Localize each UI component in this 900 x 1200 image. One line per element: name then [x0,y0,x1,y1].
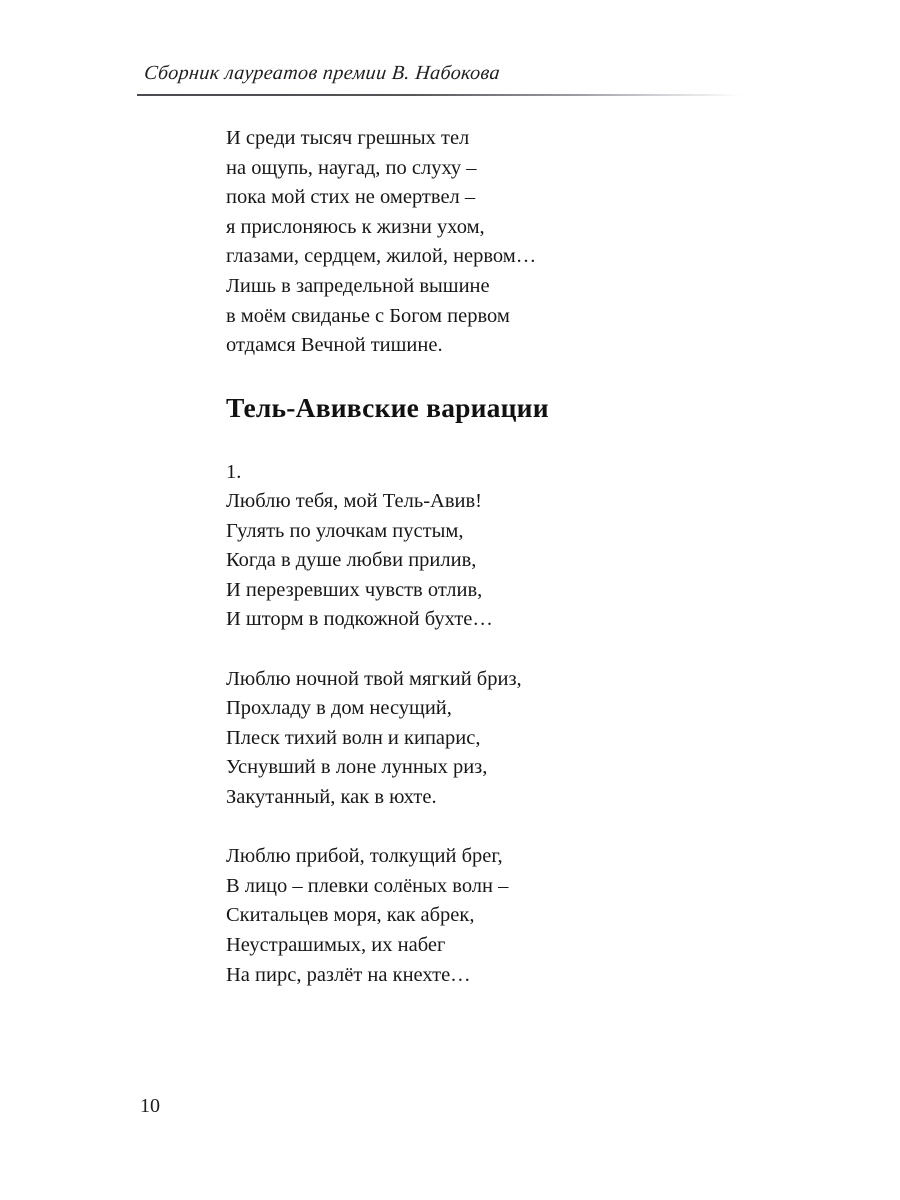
excerpt-stanza-block [226,124,786,361]
poem-stanza-block [226,487,786,990]
verse-line: отдамся Вечной тишине. [226,334,443,357]
running-head [143,62,783,92]
stanza [226,124,786,361]
verse-line: Гулять по улочкам пустым, [226,519,464,542]
stanza [226,665,786,813]
page-number: 10 [140,1095,160,1117]
verse-line: И перезревших чувств отлив, [226,578,483,601]
verse-line: Люблю ночной твой мягкий бриз, [226,667,522,690]
section-number: 1. [226,461,242,483]
verse-line: В лицо – плевки солёных волн – [226,874,509,897]
stanza-gap [226,813,786,843]
verse-line: Плеск тихий волн и кипарис, [226,726,481,749]
verse-line: Скитальцев моря, как абрек, [226,904,475,927]
verse-line: в моём свиданье с Богом первом [226,304,510,327]
verse-line: И шторм в подкожной бухте… [226,608,493,631]
verse-line: Когда в душе любви прилив, [226,549,477,572]
verse-line: пока мой стих не омертвел – [226,186,476,209]
verse-line: я прислоняюсь к жизни ухом, [226,215,485,238]
verse-line: Люблю прибой, толкущий брег, [226,845,503,868]
stanza [226,842,786,990]
verse-line: глазами, сердцем, жилой, нервом… [226,245,537,268]
verse-line: Люблю тебя, мой Тель-Авив! [226,490,482,512]
verse-line: Неустрашимых, их набег [226,933,446,956]
running-head-text: Сборник лауреатов премии В. Набокова [143,62,502,84]
verse-line: Уснувший в лоне лунных риз, [226,756,488,779]
stanza-gap [226,635,786,665]
verse-line: Закутанный, как в юхте. [226,785,437,808]
verse-line: Лишь в запредельной вышине [226,274,490,297]
verse-line: на ощупь, наугад, по слуху – [226,156,477,179]
poem-title: Тель-Авивские вариации [226,392,549,423]
verse-line: Прохладу в дом несущий, [226,697,452,720]
verse-line: На пирс, разлёт на кнехте… [226,963,471,986]
header-rule [137,94,742,96]
verse-line: И среди тысяч грешных тел [226,127,470,149]
stanza [226,487,786,635]
